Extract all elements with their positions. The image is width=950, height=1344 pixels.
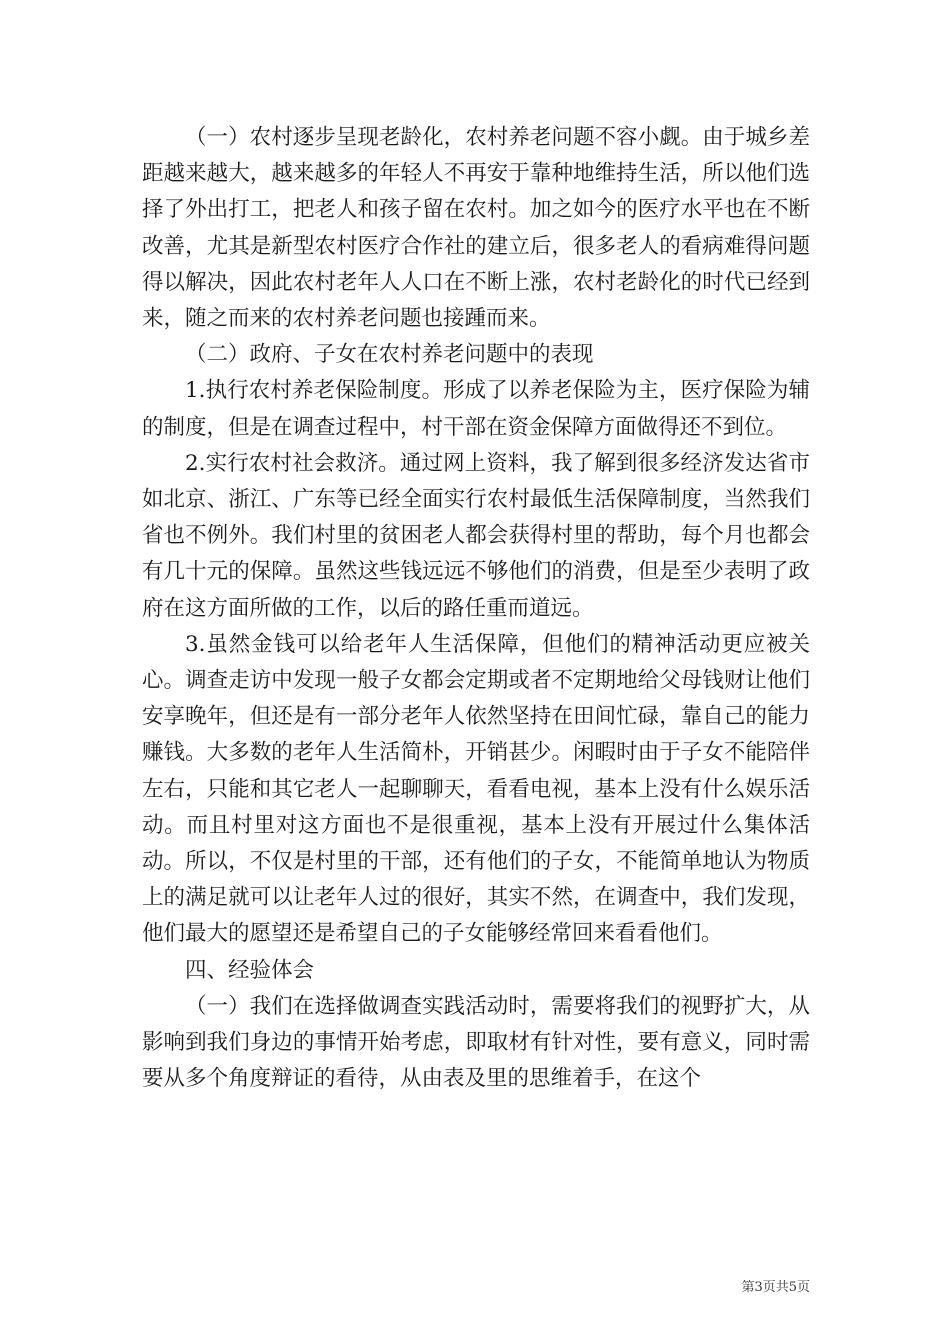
document-body — [142, 120, 810, 1097]
section-heading-experience: 四、经验体会 — [185, 957, 315, 983]
paragraph-experience-one: （一）我们在选择做调查实践活动时，需要将我们的视野扩大，从影响到我们身边的事情开始考虑，即取材有针对性，要有意义，同时需要从多个角度辩证的看待，从由表及里的思维着手，在这个 — [142, 993, 810, 1092]
page-number-footer: 第3页共5页 — [741, 1280, 810, 1295]
paragraph-social-relief: 2.实行农村社会救济。通过网上资料，我了解到很多经济发达省市如北京、浙江、广东等已经全面实行农村最低生活保障制度，当然我们省也不例外。我们村里的贫困老人都会获得村里的帮助，每个月也都会有几十元的保障。虽然这些钱远远不够他们的消费，但是至少表明了政府在这方面所做的工作，以后的路任重而道远。 — [142, 450, 810, 621]
paragraph-spiritual-care: 3.虽然金钱可以给老年人生活保障，但他们的精神活动更应被关心。调查走访中发现一般子女都会定期或者不定期地给父母钱财让他们安享晚年，但还是有一部分老年人依然坚持在田间忙碌，靠自己的能力赚钱。大多数的老年人生活简朴，开销甚少。闲暇时由于子女不能陪伴左右，只能和其它老人一起聊聊天，看看电视，基本上没有什么娱乐活动。而且村里对这方面也不是很重视，基本上没有开展过什么集体活动。所以，不仅是村里的干部，还有他们的子女，不能简单地认为物质上的满足就可以让老年人过的很好，其实不然，在调查中，我们发现，他们最大的愿望还是希望自己的子女能够经常回来看看他们。 — [142, 631, 810, 947]
paragraph-aging-issue: （一）农村逐步呈现老龄化，农村养老问题不容小觑。由于城乡差距越来越大，越来越多的年轻人不再安于靠种地维持生活，所以他们选择了外出打工，把老人和孩子留在农村。加之如今的医疗水平也在不断改善，尤其是新型农村医疗合作社的建立后，很多老人的看病难得问题得以解决，因此农村老年人人口在不断上涨，农村老龄化的时代已经到来，随之而来的农村养老问题也接踵而来。 — [142, 125, 810, 332]
section-heading-government-children: （二）政府、子女在农村养老问题中的表现 — [185, 342, 594, 368]
paragraph-pension-insurance: 1.执行农村养老保险制度。形成了以养老保险为主，医疗保险为辅的制度，但是在调查过程中，村干部在资金保障方面做得还不到位。 — [142, 378, 810, 440]
